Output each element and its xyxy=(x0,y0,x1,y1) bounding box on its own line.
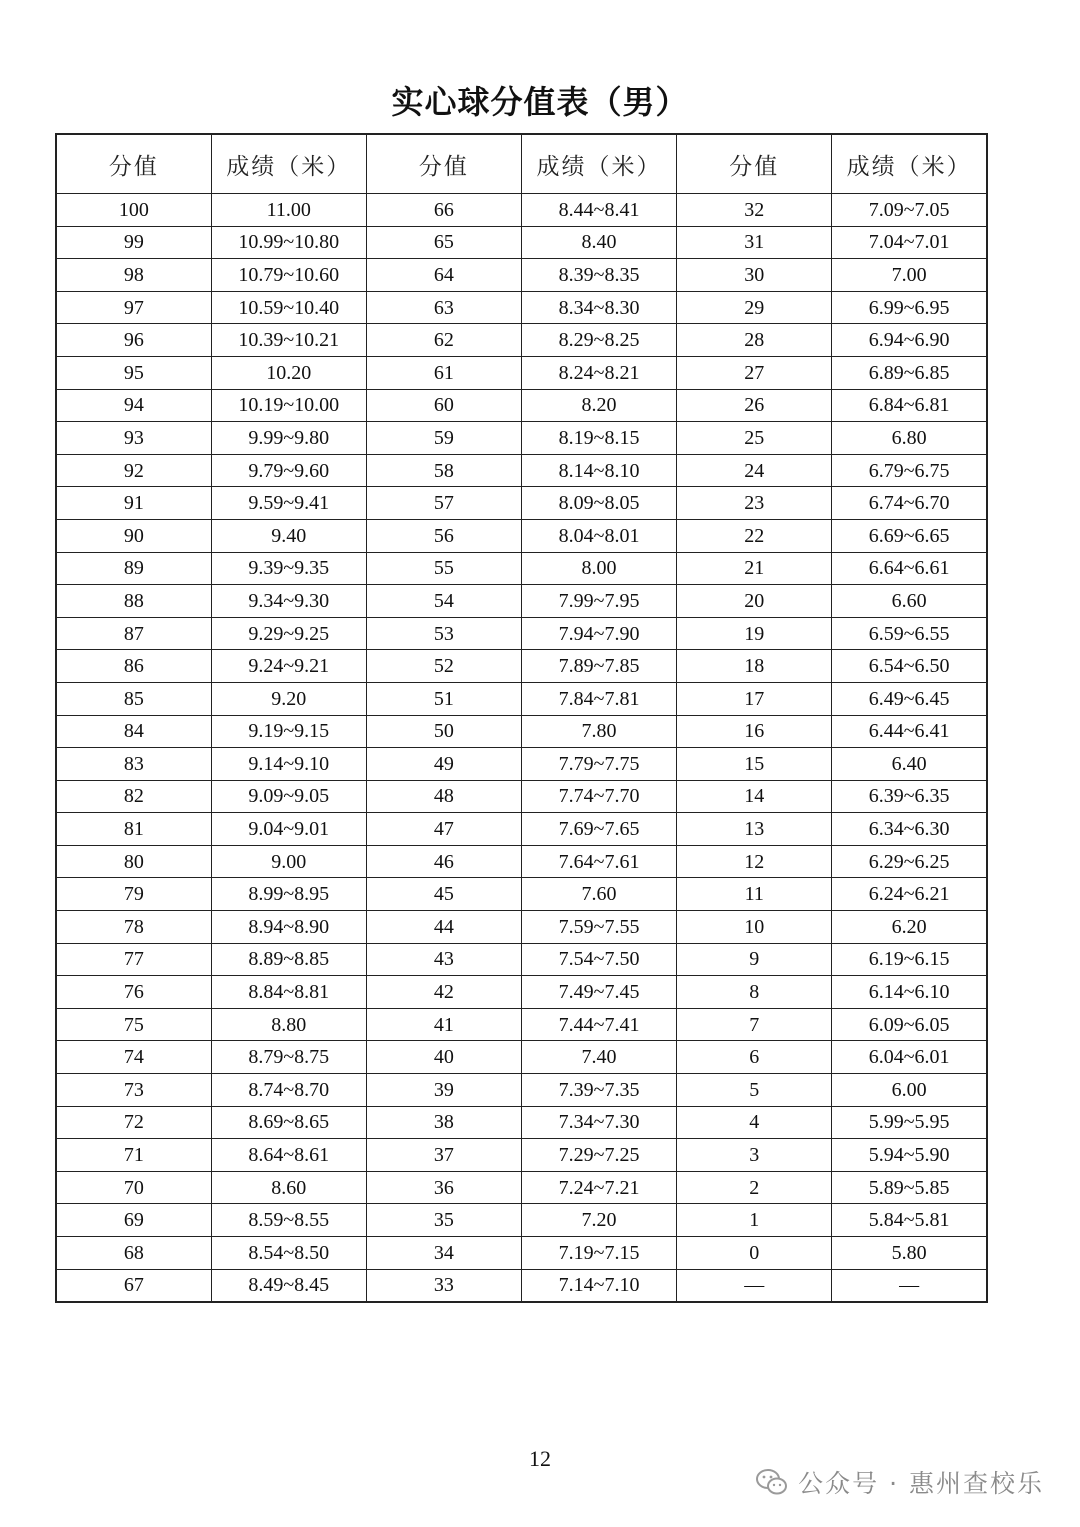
score-cell: 27 xyxy=(677,356,832,389)
result-cell: 8.60 xyxy=(211,1171,366,1204)
result-cell: 6.79~6.75 xyxy=(832,454,987,487)
result-cell: 7.04~7.01 xyxy=(832,226,987,259)
table-row xyxy=(56,650,987,683)
result-cell: 6.44~6.41 xyxy=(832,715,987,748)
score-cell: 40 xyxy=(366,1041,521,1074)
result-cell: 5.99~5.95 xyxy=(832,1106,987,1139)
score-cell: 52 xyxy=(366,650,521,683)
result-cell: 9.99~9.80 xyxy=(211,422,366,455)
result-cell: 8.40 xyxy=(521,226,676,259)
page-number: 12 xyxy=(529,1446,551,1471)
score-cell: 96 xyxy=(56,324,211,357)
score-cell: 8 xyxy=(677,976,832,1009)
result-cell: 8.59~8.55 xyxy=(211,1204,366,1237)
score-cell: 45 xyxy=(366,878,521,911)
score-cell: 83 xyxy=(56,748,211,781)
score-cell: 33 xyxy=(366,1269,521,1302)
result-cell: 7.94~7.90 xyxy=(521,617,676,650)
score-cell: 59 xyxy=(366,422,521,455)
result-cell: 7.24~7.21 xyxy=(521,1171,676,1204)
result-cell: 9.24~9.21 xyxy=(211,650,366,683)
score-cell: 54 xyxy=(366,585,521,618)
table-row xyxy=(56,911,987,944)
table-row xyxy=(56,1204,987,1237)
result-cell: 8.80 xyxy=(211,1008,366,1041)
score-table xyxy=(55,133,988,1303)
score-cell: 77 xyxy=(56,943,211,976)
table-row xyxy=(56,748,987,781)
table-row xyxy=(56,1008,987,1041)
result-cell: 8.89~8.85 xyxy=(211,943,366,976)
score-cell: 25 xyxy=(677,422,832,455)
score-cell: 69 xyxy=(56,1204,211,1237)
score-cell: 78 xyxy=(56,911,211,944)
score-cell: 72 xyxy=(56,1106,211,1139)
score-cell: 71 xyxy=(56,1139,211,1172)
score-cell: 1 xyxy=(677,1204,832,1237)
score-cell: 16 xyxy=(677,715,832,748)
result-cell: 8.34~8.30 xyxy=(521,291,676,324)
result-cell: 8.64~8.61 xyxy=(211,1139,366,1172)
score-cell: 20 xyxy=(677,585,832,618)
result-cell: 9.19~9.15 xyxy=(211,715,366,748)
result-cell: 7.79~7.75 xyxy=(521,748,676,781)
result-cell: 7.40 xyxy=(521,1041,676,1074)
score-cell: 21 xyxy=(677,552,832,585)
score-cell: 35 xyxy=(366,1204,521,1237)
score-cell: 43 xyxy=(366,943,521,976)
result-cell: — xyxy=(832,1269,987,1302)
score-cell: 0 xyxy=(677,1237,832,1270)
score-cell: 10 xyxy=(677,911,832,944)
score-cell: 55 xyxy=(366,552,521,585)
result-cell: 8.00 xyxy=(521,552,676,585)
result-cell: 7.60 xyxy=(521,878,676,911)
score-cell: 6 xyxy=(677,1041,832,1074)
score-cell: 60 xyxy=(366,389,521,422)
result-cell: 7.89~7.85 xyxy=(521,650,676,683)
score-cell: 67 xyxy=(56,1269,211,1302)
table-row xyxy=(56,1074,987,1107)
result-cell: 9.79~9.60 xyxy=(211,454,366,487)
result-cell: 6.00 xyxy=(832,1074,987,1107)
score-cell: 68 xyxy=(56,1237,211,1270)
score-cell: 63 xyxy=(366,291,521,324)
table-row xyxy=(56,259,987,292)
table-row xyxy=(56,226,987,259)
result-cell: 6.60 xyxy=(832,585,987,618)
result-cell: 7.99~7.95 xyxy=(521,585,676,618)
score-cell: 86 xyxy=(56,650,211,683)
watermark xyxy=(756,1460,1044,1504)
header-score-3: 分值 xyxy=(677,134,832,194)
header-result-3: 成绩（米） xyxy=(832,134,987,194)
result-cell: 6.94~6.90 xyxy=(832,324,987,357)
result-cell: 6.09~6.05 xyxy=(832,1008,987,1041)
score-cell: 98 xyxy=(56,259,211,292)
table-row xyxy=(56,878,987,911)
score-cell: 91 xyxy=(56,487,211,520)
result-cell: 5.80 xyxy=(832,1237,987,1270)
score-cell: 13 xyxy=(677,813,832,846)
table-row xyxy=(56,324,987,357)
result-cell: 7.69~7.65 xyxy=(521,813,676,846)
header-score-1: 分值 xyxy=(56,134,211,194)
result-cell: 7.54~7.50 xyxy=(521,943,676,976)
result-cell: 9.09~9.05 xyxy=(211,780,366,813)
result-cell: 6.14~6.10 xyxy=(832,976,987,1009)
table-row xyxy=(56,813,987,846)
result-cell: 8.94~8.90 xyxy=(211,911,366,944)
score-cell: 94 xyxy=(56,389,211,422)
table-row xyxy=(56,780,987,813)
table-row xyxy=(56,943,987,976)
result-cell: 9.40 xyxy=(211,519,366,552)
result-cell: 5.89~5.85 xyxy=(832,1171,987,1204)
score-cell: 79 xyxy=(56,878,211,911)
score-cell: 17 xyxy=(677,682,832,715)
result-cell: 6.80 xyxy=(832,422,987,455)
score-cell: 90 xyxy=(56,519,211,552)
table-row xyxy=(56,585,987,618)
result-cell: 10.99~10.80 xyxy=(211,226,366,259)
score-cell: 84 xyxy=(56,715,211,748)
result-cell: 10.20 xyxy=(211,356,366,389)
result-cell: 8.04~8.01 xyxy=(521,519,676,552)
score-cell: 97 xyxy=(56,291,211,324)
score-cell: 58 xyxy=(366,454,521,487)
table-row xyxy=(56,715,987,748)
score-cell: 51 xyxy=(366,682,521,715)
score-cell: 88 xyxy=(56,585,211,618)
result-cell: 7.20 xyxy=(521,1204,676,1237)
table-row xyxy=(56,454,987,487)
result-cell: 7.59~7.55 xyxy=(521,911,676,944)
result-cell: 6.64~6.61 xyxy=(832,552,987,585)
result-cell: 8.84~8.81 xyxy=(211,976,366,1009)
score-cell: 37 xyxy=(366,1139,521,1172)
result-cell: 6.84~6.81 xyxy=(832,389,987,422)
table-row xyxy=(56,845,987,878)
result-cell: 8.29~8.25 xyxy=(521,324,676,357)
table-row xyxy=(56,1106,987,1139)
result-cell: 9.29~9.25 xyxy=(211,617,366,650)
result-cell: 7.39~7.35 xyxy=(521,1074,676,1107)
result-cell: 7.09~7.05 xyxy=(832,194,987,227)
result-cell: 9.04~9.01 xyxy=(211,813,366,846)
score-cell: 41 xyxy=(366,1008,521,1041)
table-header-row xyxy=(56,134,987,194)
result-cell: 7.00 xyxy=(832,259,987,292)
score-cell: 36 xyxy=(366,1171,521,1204)
header-score-2: 分值 xyxy=(366,134,521,194)
page-title: 实心球分值表（男） xyxy=(391,83,689,121)
score-cell: 14 xyxy=(677,780,832,813)
result-cell: 7.49~7.45 xyxy=(521,976,676,1009)
score-cell: 95 xyxy=(56,356,211,389)
result-cell: 8.69~8.65 xyxy=(211,1106,366,1139)
score-cell: 15 xyxy=(677,748,832,781)
score-cell: 4 xyxy=(677,1106,832,1139)
result-cell: 6.34~6.30 xyxy=(832,813,987,846)
score-cell: 81 xyxy=(56,813,211,846)
result-cell: 8.49~8.45 xyxy=(211,1269,366,1302)
result-cell: 11.00 xyxy=(211,194,366,227)
result-cell: 6.39~6.35 xyxy=(832,780,987,813)
score-cell: 18 xyxy=(677,650,832,683)
score-cell: 3 xyxy=(677,1139,832,1172)
result-cell: 7.44~7.41 xyxy=(521,1008,676,1041)
score-cell: 47 xyxy=(366,813,521,846)
result-cell: 8.44~8.41 xyxy=(521,194,676,227)
score-cell: 31 xyxy=(677,226,832,259)
score-cell: 70 xyxy=(56,1171,211,1204)
score-cell: 56 xyxy=(366,519,521,552)
result-cell: 8.24~8.21 xyxy=(521,356,676,389)
result-cell: 6.20 xyxy=(832,911,987,944)
score-cell: 50 xyxy=(366,715,521,748)
result-cell: 7.14~7.10 xyxy=(521,1269,676,1302)
result-cell: 9.00 xyxy=(211,845,366,878)
score-cell: 34 xyxy=(366,1237,521,1270)
score-cell: 92 xyxy=(56,454,211,487)
score-cell: 11 xyxy=(677,878,832,911)
result-cell: 8.54~8.50 xyxy=(211,1237,366,1270)
score-cell: 19 xyxy=(677,617,832,650)
result-cell: 5.84~5.81 xyxy=(832,1204,987,1237)
result-cell: 7.19~7.15 xyxy=(521,1237,676,1270)
table-row xyxy=(56,291,987,324)
table-row xyxy=(56,1237,987,1270)
score-cell: 64 xyxy=(366,259,521,292)
score-cell: 44 xyxy=(366,911,521,944)
score-cell: 42 xyxy=(366,976,521,1009)
score-cell: 74 xyxy=(56,1041,211,1074)
table-row xyxy=(56,422,987,455)
score-cell: 89 xyxy=(56,552,211,585)
result-cell: 10.59~10.40 xyxy=(211,291,366,324)
header-result-1: 成绩（米） xyxy=(211,134,366,194)
score-cell: 87 xyxy=(56,617,211,650)
result-cell: 5.94~5.90 xyxy=(832,1139,987,1172)
score-cell: 38 xyxy=(366,1106,521,1139)
score-cell: 65 xyxy=(366,226,521,259)
result-cell: 8.79~8.75 xyxy=(211,1041,366,1074)
score-cell: 73 xyxy=(56,1074,211,1107)
score-cell: 39 xyxy=(366,1074,521,1107)
result-cell: 6.54~6.50 xyxy=(832,650,987,683)
score-cell: 28 xyxy=(677,324,832,357)
result-cell: 8.99~8.95 xyxy=(211,878,366,911)
table-row xyxy=(56,194,987,227)
result-cell: 7.84~7.81 xyxy=(521,682,676,715)
score-cell: 82 xyxy=(56,780,211,813)
table-row xyxy=(56,976,987,1009)
table-row xyxy=(56,1171,987,1204)
result-cell: 8.09~8.05 xyxy=(521,487,676,520)
result-cell: 7.29~7.25 xyxy=(521,1139,676,1172)
result-cell: 8.39~8.35 xyxy=(521,259,676,292)
result-cell: 10.39~10.21 xyxy=(211,324,366,357)
score-cell: 22 xyxy=(677,519,832,552)
result-cell: 6.40 xyxy=(832,748,987,781)
result-cell: 6.99~6.95 xyxy=(832,291,987,324)
score-cell: 61 xyxy=(366,356,521,389)
table-row xyxy=(56,552,987,585)
header-result-2: 成绩（米） xyxy=(521,134,676,194)
result-cell: 6.59~6.55 xyxy=(832,617,987,650)
table-row xyxy=(56,389,987,422)
table-row xyxy=(56,1139,987,1172)
result-cell: 9.34~9.30 xyxy=(211,585,366,618)
table-row xyxy=(56,487,987,520)
score-cell: — xyxy=(677,1269,832,1302)
score-cell: 93 xyxy=(56,422,211,455)
score-cell: 46 xyxy=(366,845,521,878)
result-cell: 6.49~6.45 xyxy=(832,682,987,715)
result-cell: 7.34~7.30 xyxy=(521,1106,676,1139)
result-cell: 8.19~8.15 xyxy=(521,422,676,455)
result-cell: 6.29~6.25 xyxy=(832,845,987,878)
result-cell: 6.89~6.85 xyxy=(832,356,987,389)
table-row xyxy=(56,519,987,552)
result-cell: 7.80 xyxy=(521,715,676,748)
result-cell: 9.14~9.10 xyxy=(211,748,366,781)
result-cell: 7.64~7.61 xyxy=(521,845,676,878)
result-cell: 10.19~10.00 xyxy=(211,389,366,422)
score-cell: 80 xyxy=(56,845,211,878)
score-cell: 57 xyxy=(366,487,521,520)
result-cell: 8.14~8.10 xyxy=(521,454,676,487)
table-row xyxy=(56,356,987,389)
wechat-icon xyxy=(756,1468,788,1496)
score-cell: 62 xyxy=(366,324,521,357)
result-cell: 6.24~6.21 xyxy=(832,878,987,911)
result-cell: 6.19~6.15 xyxy=(832,943,987,976)
score-cell: 12 xyxy=(677,845,832,878)
result-cell: 6.69~6.65 xyxy=(832,519,987,552)
score-cell: 24 xyxy=(677,454,832,487)
score-cell: 23 xyxy=(677,487,832,520)
result-cell: 8.20 xyxy=(521,389,676,422)
score-cell: 5 xyxy=(677,1074,832,1107)
score-cell: 49 xyxy=(366,748,521,781)
score-cell: 100 xyxy=(56,194,211,227)
result-cell: 7.74~7.70 xyxy=(521,780,676,813)
score-cell: 75 xyxy=(56,1008,211,1041)
watermark-text: 公众号 · 惠州查校乐 xyxy=(798,1469,1044,1498)
score-cell: 99 xyxy=(56,226,211,259)
score-cell: 26 xyxy=(677,389,832,422)
result-cell: 6.04~6.01 xyxy=(832,1041,987,1074)
score-cell: 48 xyxy=(366,780,521,813)
table-row xyxy=(56,1041,987,1074)
table-row xyxy=(56,617,987,650)
table-row xyxy=(56,1269,987,1302)
score-cell: 76 xyxy=(56,976,211,1009)
table-body xyxy=(56,194,987,1303)
result-cell: 9.39~9.35 xyxy=(211,552,366,585)
score-cell: 29 xyxy=(677,291,832,324)
score-cell: 9 xyxy=(677,943,832,976)
result-cell: 9.59~9.41 xyxy=(211,487,366,520)
result-cell: 8.74~8.70 xyxy=(211,1074,366,1107)
score-cell: 32 xyxy=(677,194,832,227)
score-cell: 2 xyxy=(677,1171,832,1204)
score-cell: 66 xyxy=(366,194,521,227)
result-cell: 6.74~6.70 xyxy=(832,487,987,520)
score-cell: 30 xyxy=(677,259,832,292)
result-cell: 9.20 xyxy=(211,682,366,715)
score-cell: 7 xyxy=(677,1008,832,1041)
score-cell: 53 xyxy=(366,617,521,650)
table-row xyxy=(56,682,987,715)
score-cell: 85 xyxy=(56,682,211,715)
result-cell: 10.79~10.60 xyxy=(211,259,366,292)
